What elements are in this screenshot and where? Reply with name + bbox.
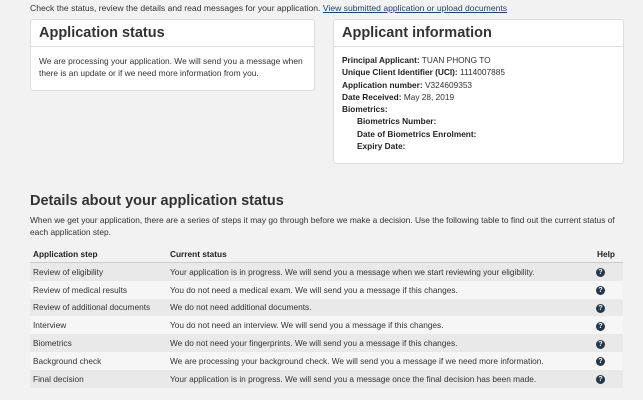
applicant-info-list [342,54,505,152]
table-row [30,281,623,299]
info-value: May 28, 2019 [403,91,455,102]
applicant-info-row [342,79,505,91]
panel-divider [334,46,623,47]
step-name-cell: Review of eligibility [30,263,167,281]
step-status-cell: Your application is in progress. We will send you a message once the final decision has been made. [167,370,594,388]
header-current-status: Current status [167,245,594,263]
intro-sentence: Check the status, review the details and read messages for your application. [30,3,321,13]
question-circle-icon[interactable]: ? [596,304,605,313]
step-status-cell: You do not need an interview. We will send you a message if this changes. [167,316,594,334]
info-label: Principal Applicant: [342,55,420,65]
application-status-message: We are processing your application. We will send you a message when there is an update or if we need more information from you. [39,56,303,78]
application-status-title: Application status [39,25,165,41]
help-cell [594,263,623,281]
question-circle-icon[interactable]: ? [596,268,605,277]
question-circle-icon[interactable]: ? [596,322,605,331]
step-name-cell: Interview [30,316,167,334]
help-cell [594,299,623,317]
info-label: Unique Client Identifier (UCI): [342,67,458,78]
table-body [30,263,623,388]
step-status-cell: We are processing your background check. We will send you a message if we need more information. [167,352,594,370]
table-row [30,299,623,317]
header-application-step: Application step [30,245,167,263]
application-steps-table [30,245,623,388]
question-circle-icon[interactable]: ? [596,286,605,295]
step-name-cell: Final decision [30,370,167,388]
applicant-info-row [342,140,505,152]
step-name-cell: Review of medical results [30,281,167,299]
header-help: Help [594,245,623,263]
info-label: Date of Biometrics Enrolment: [357,128,477,139]
applicant-info-row [342,115,505,127]
info-label: Biometrics: [342,104,388,115]
panel-divider [31,46,314,47]
info-label: Expiry Date: [357,141,406,152]
step-status-cell: You do not need a medical exam. We will send you a message if this changes. [167,281,594,299]
applicant-info-row [342,54,505,66]
info-value: V324609353 [424,79,473,90]
question-circle-icon[interactable]: ? [596,375,605,384]
details-description: When we get your application, there are a series of steps it may go through before we make a decision. Use the following table to find out the current status of each application step. [30,215,615,237]
step-status-cell: Your application is in progress. We will send you a message when we start reviewing your eligibility. [167,263,594,281]
info-label: Date Received: [342,91,402,102]
applicant-info-row [342,128,505,140]
help-cell [594,281,623,299]
question-circle-icon[interactable]: ? [596,340,605,349]
table-row [30,370,623,388]
details-section-title: Details about your application status [30,193,284,209]
table-row [30,263,623,281]
view-application-link[interactable]: View submitted application or upload documents [322,3,508,13]
table-row [30,352,623,370]
intro-text [30,3,507,13]
table-header-row [30,245,623,263]
help-cell [594,334,623,352]
info-value: 1114007885 [460,67,505,78]
help-cell [594,352,623,370]
table-row [30,316,623,334]
applicant-info-row [342,103,505,115]
step-name-cell: Review of additional documents [30,299,167,317]
help-cell [594,316,623,334]
applicant-information-title: Applicant information [342,25,492,41]
applicant-info-row [342,91,505,103]
applicant-information-panel [333,19,624,164]
applicant-info-row [342,66,505,78]
step-name-cell: Biometrics [30,334,167,352]
application-status-panel [30,19,315,91]
info-label: Biometrics Number: [357,116,437,127]
info-label: Application number: [342,79,423,90]
step-status-cell: We do not need your fingerprints. We will send you a message if this changes. [167,334,594,352]
help-cell [594,370,623,388]
step-name-cell: Background check [30,352,167,370]
step-status-cell: We do not need additional documents. [167,299,594,317]
info-value: TUAN PHONG TO [421,55,491,65]
question-circle-icon[interactable]: ? [596,357,605,366]
table-row [30,334,623,352]
